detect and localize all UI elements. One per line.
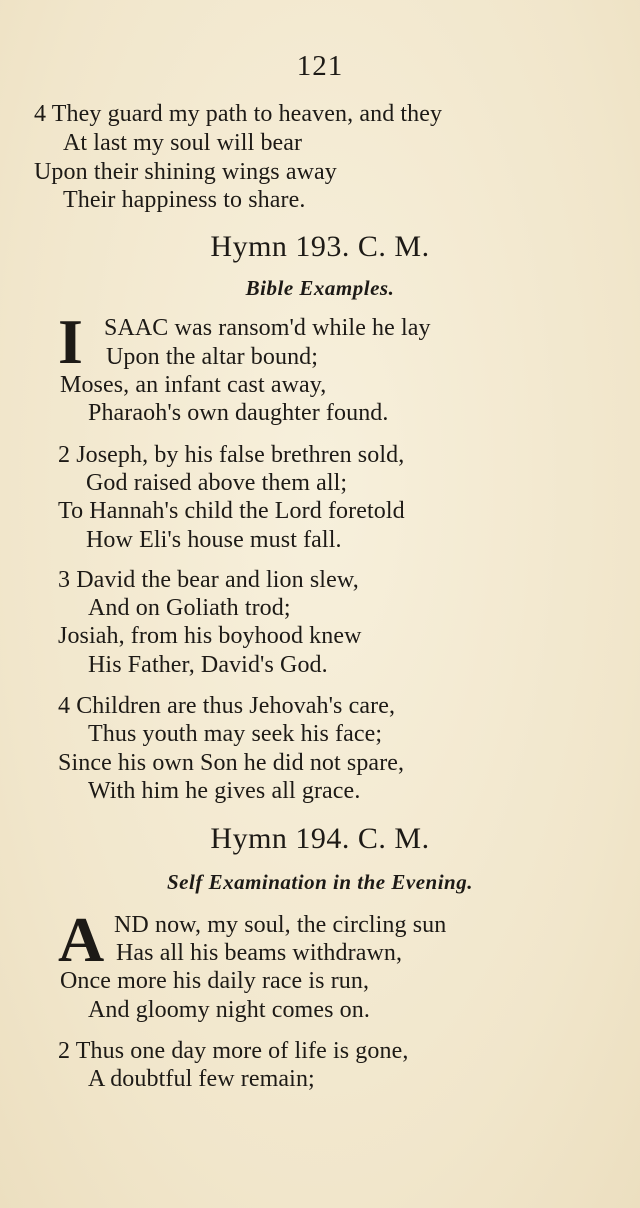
verse-line: With him he gives all grace. — [88, 778, 361, 804]
verse-line: Once more his daily race is run, — [60, 968, 370, 994]
verse-line: SAAC was ransom'd while he lay — [104, 315, 431, 341]
verse-line: His Father, David's God. — [88, 652, 328, 678]
verse-line: 2 Joseph, by his false brethren sold, — [58, 442, 405, 468]
hymn-194-dropcap: A — [58, 904, 105, 975]
verse-line: 2 Thus one day more of life is gone, — [58, 1038, 409, 1064]
stanza-line: Their happiness to share. — [63, 187, 306, 213]
verse-line: Thus youth may seek his face; — [88, 721, 383, 747]
hymn-193-subtitle: Bible Examples. — [245, 276, 395, 300]
verse-line: Moses, an infant cast away, — [60, 372, 327, 398]
stanza-line: Upon their shining wings away — [34, 159, 337, 185]
verse-line: God raised above them all; — [86, 470, 348, 496]
verse-line: Pharaoh's own daughter found. — [88, 400, 389, 426]
page-number: 121 — [296, 50, 344, 82]
hymn-194-subtitle: Self Examination in the Evening. — [167, 870, 473, 894]
stanza-line: At last my soul will bear — [63, 130, 303, 156]
verse-line: Has all his beams withdrawn, — [116, 940, 403, 966]
hymn-193-title: Hymn 193. C. M. — [210, 230, 430, 263]
verse-line: Upon the altar bound; — [106, 344, 319, 370]
verse-line: 4 Children are thus Jehovah's care, — [58, 693, 396, 719]
verse-line: And on Goliath trod; — [88, 595, 291, 621]
hymn-193-dropcap: I — [58, 306, 83, 377]
verse-line: And gloomy night comes on. — [88, 997, 370, 1023]
verse-line: How Eli's house must fall. — [86, 527, 342, 553]
verse-line: A doubtful few remain; — [88, 1066, 315, 1092]
verse-line: 3 David the bear and lion slew, — [58, 567, 359, 593]
verse-line: Since his own Son he did not spare, — [58, 750, 405, 776]
hymn-194-title: Hymn 194. C. M. — [210, 822, 430, 855]
verse-line: Josiah, from his boyhood knew — [58, 623, 362, 649]
verse-line: ND now, my soul, the circling sun — [114, 912, 447, 938]
verse-line: To Hannah's child the Lord foretold — [58, 498, 405, 524]
stanza-line: 4 They guard my path to heaven, and they — [34, 101, 443, 127]
